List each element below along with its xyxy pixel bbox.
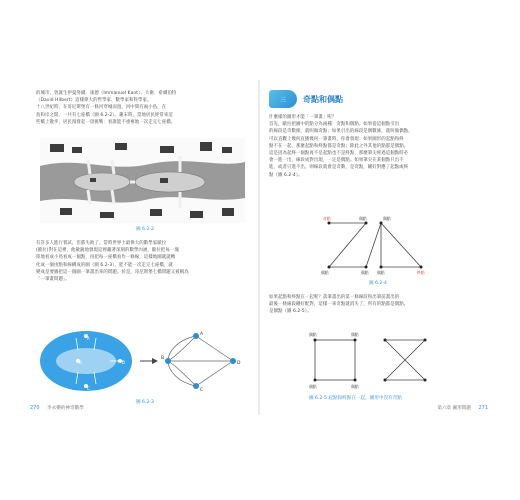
point-label: 偶點 [351,332,359,337]
left-paragraph-2: 有許多人進行嘗試，但都失敗了。當時世界上最偉大的數學家歐拉 (歐拉)對在這裡，他敏銳地發現這裡藏著深刻的數學內涵，歐拉把每一塊 陸地看成小島看成一個點，再把每一座橋看作一條線，這樣地圖就就轉 化成一個由點和線構成的圖（圖 6.2-3），能不能一次走完七座橋，就 變成是要圖把這一個圖一筆畫出來的問題。於是，哥尼斯堡七橋問題又被稱為 「一筆畫問題」。 [36,241,189,283]
point-label: 偶點 [359,216,367,221]
odd-even-points-figure [311,215,441,277]
right-running-title: 第六章 圖形問題 [437,406,471,411]
svg-text:C: C [87,386,90,391]
section-header [269,90,343,108]
figure-caption-6-2-5: 圖 6.2-5 起點和終點在一起，圖形中沒有奇點 [309,396,402,401]
gutter [258,80,260,415]
svg-text:A: A [87,336,90,341]
point-label: 偶點 [361,270,369,275]
point-label: 偶點 [377,270,385,275]
right-page-number: 271 [478,405,488,411]
point-label: 奇點 [323,216,331,221]
left-paragraph-1: 的城市，曾誕生伊曼努爾．康德（Immanuel Kant）、大衛．希爾伯特 （David Hilbert）這樣偉大的哲學家、數學家和科學家。 十八世紀時，在哥尼斯堡有一條河穿城而過，河中間有兩小島，在 島和岸之間，一共有七座橋（圖 6.2-2）。趣末時，當地居民經常來這 些橋上散步，居民漫發起一項挑戰：看誰能不重複地一次走完七座橋。 [36,91,177,125]
left-running-title: 李永樂的神奇數學 [47,406,84,411]
left-page [30,80,255,415]
svg-text:D: D [122,360,126,365]
right-page [263,80,488,415]
right-paragraph-2: 如果起點和終點在一起呢？落筆畫出的第一條線段和出筆前畫出的 最後一條線段剛好配對，這樣一來奇點就消失了，所有的點都是偶點。 是偶點（圖 6.2-5）。 [269,295,409,315]
node-label-c: C [200,388,204,393]
point-label: 偶點 [309,332,317,337]
point-label: 偶點 [351,384,359,389]
book-spread [30,80,488,415]
node-label-d: D [237,361,241,366]
node-label-a: A [200,332,204,337]
svg-text:B: B [79,360,82,365]
point-label: 偶點 [321,270,329,275]
point-label: 偶點 [309,384,317,389]
left-page-number: 270 [30,405,40,411]
right-footer [437,405,488,411]
closed-path-figure [303,330,453,392]
node-label-b: B [161,356,165,361]
figure-caption-6-2-4: 圖 6.2-4 [369,281,387,286]
right-paragraph-1: 什麼樣的圖形才能「一筆畫」呢？ 首先，歐拉把圖中的點分為兩種：奇點和偶點。如果從這個點引出 的線段是奇數條，就叫做奇點；如果引出的線段是偶數條，就叫做偶點。 可以直觀上幾何直播幾何一筆畫時，你會發現：如果圖形的起點和終 點不在一起，那麼起點和終點都是奇點；除此之外其他的點都是偶點。 這是因為起終一個點再不是起點也不是終點，那麼筆尖經過這個點時必 會一進一出，線段成對出現，一定是偶點。如果筆尖在某個點只出不 進，或者只進不出，則線段就會是奇數，是奇點，剛好對應了起點或終 點（圖 6.2-4）。 [269,115,413,178]
left-footer [30,405,84,411]
konigsberg-map-figure [40,138,245,223]
seven-bridges-graph-figure [38,328,243,396]
section-number-icon: 三 [269,90,297,108]
point-label: 偶點 [383,216,391,221]
point-label: 終點 [417,270,425,275]
section-title: 奇點和偶點 [303,94,343,104]
figure-caption-6-2-3: 圖 6.2-3 [136,400,154,405]
figure-caption-6-2-2: 圖 6.2-2 [136,227,154,232]
